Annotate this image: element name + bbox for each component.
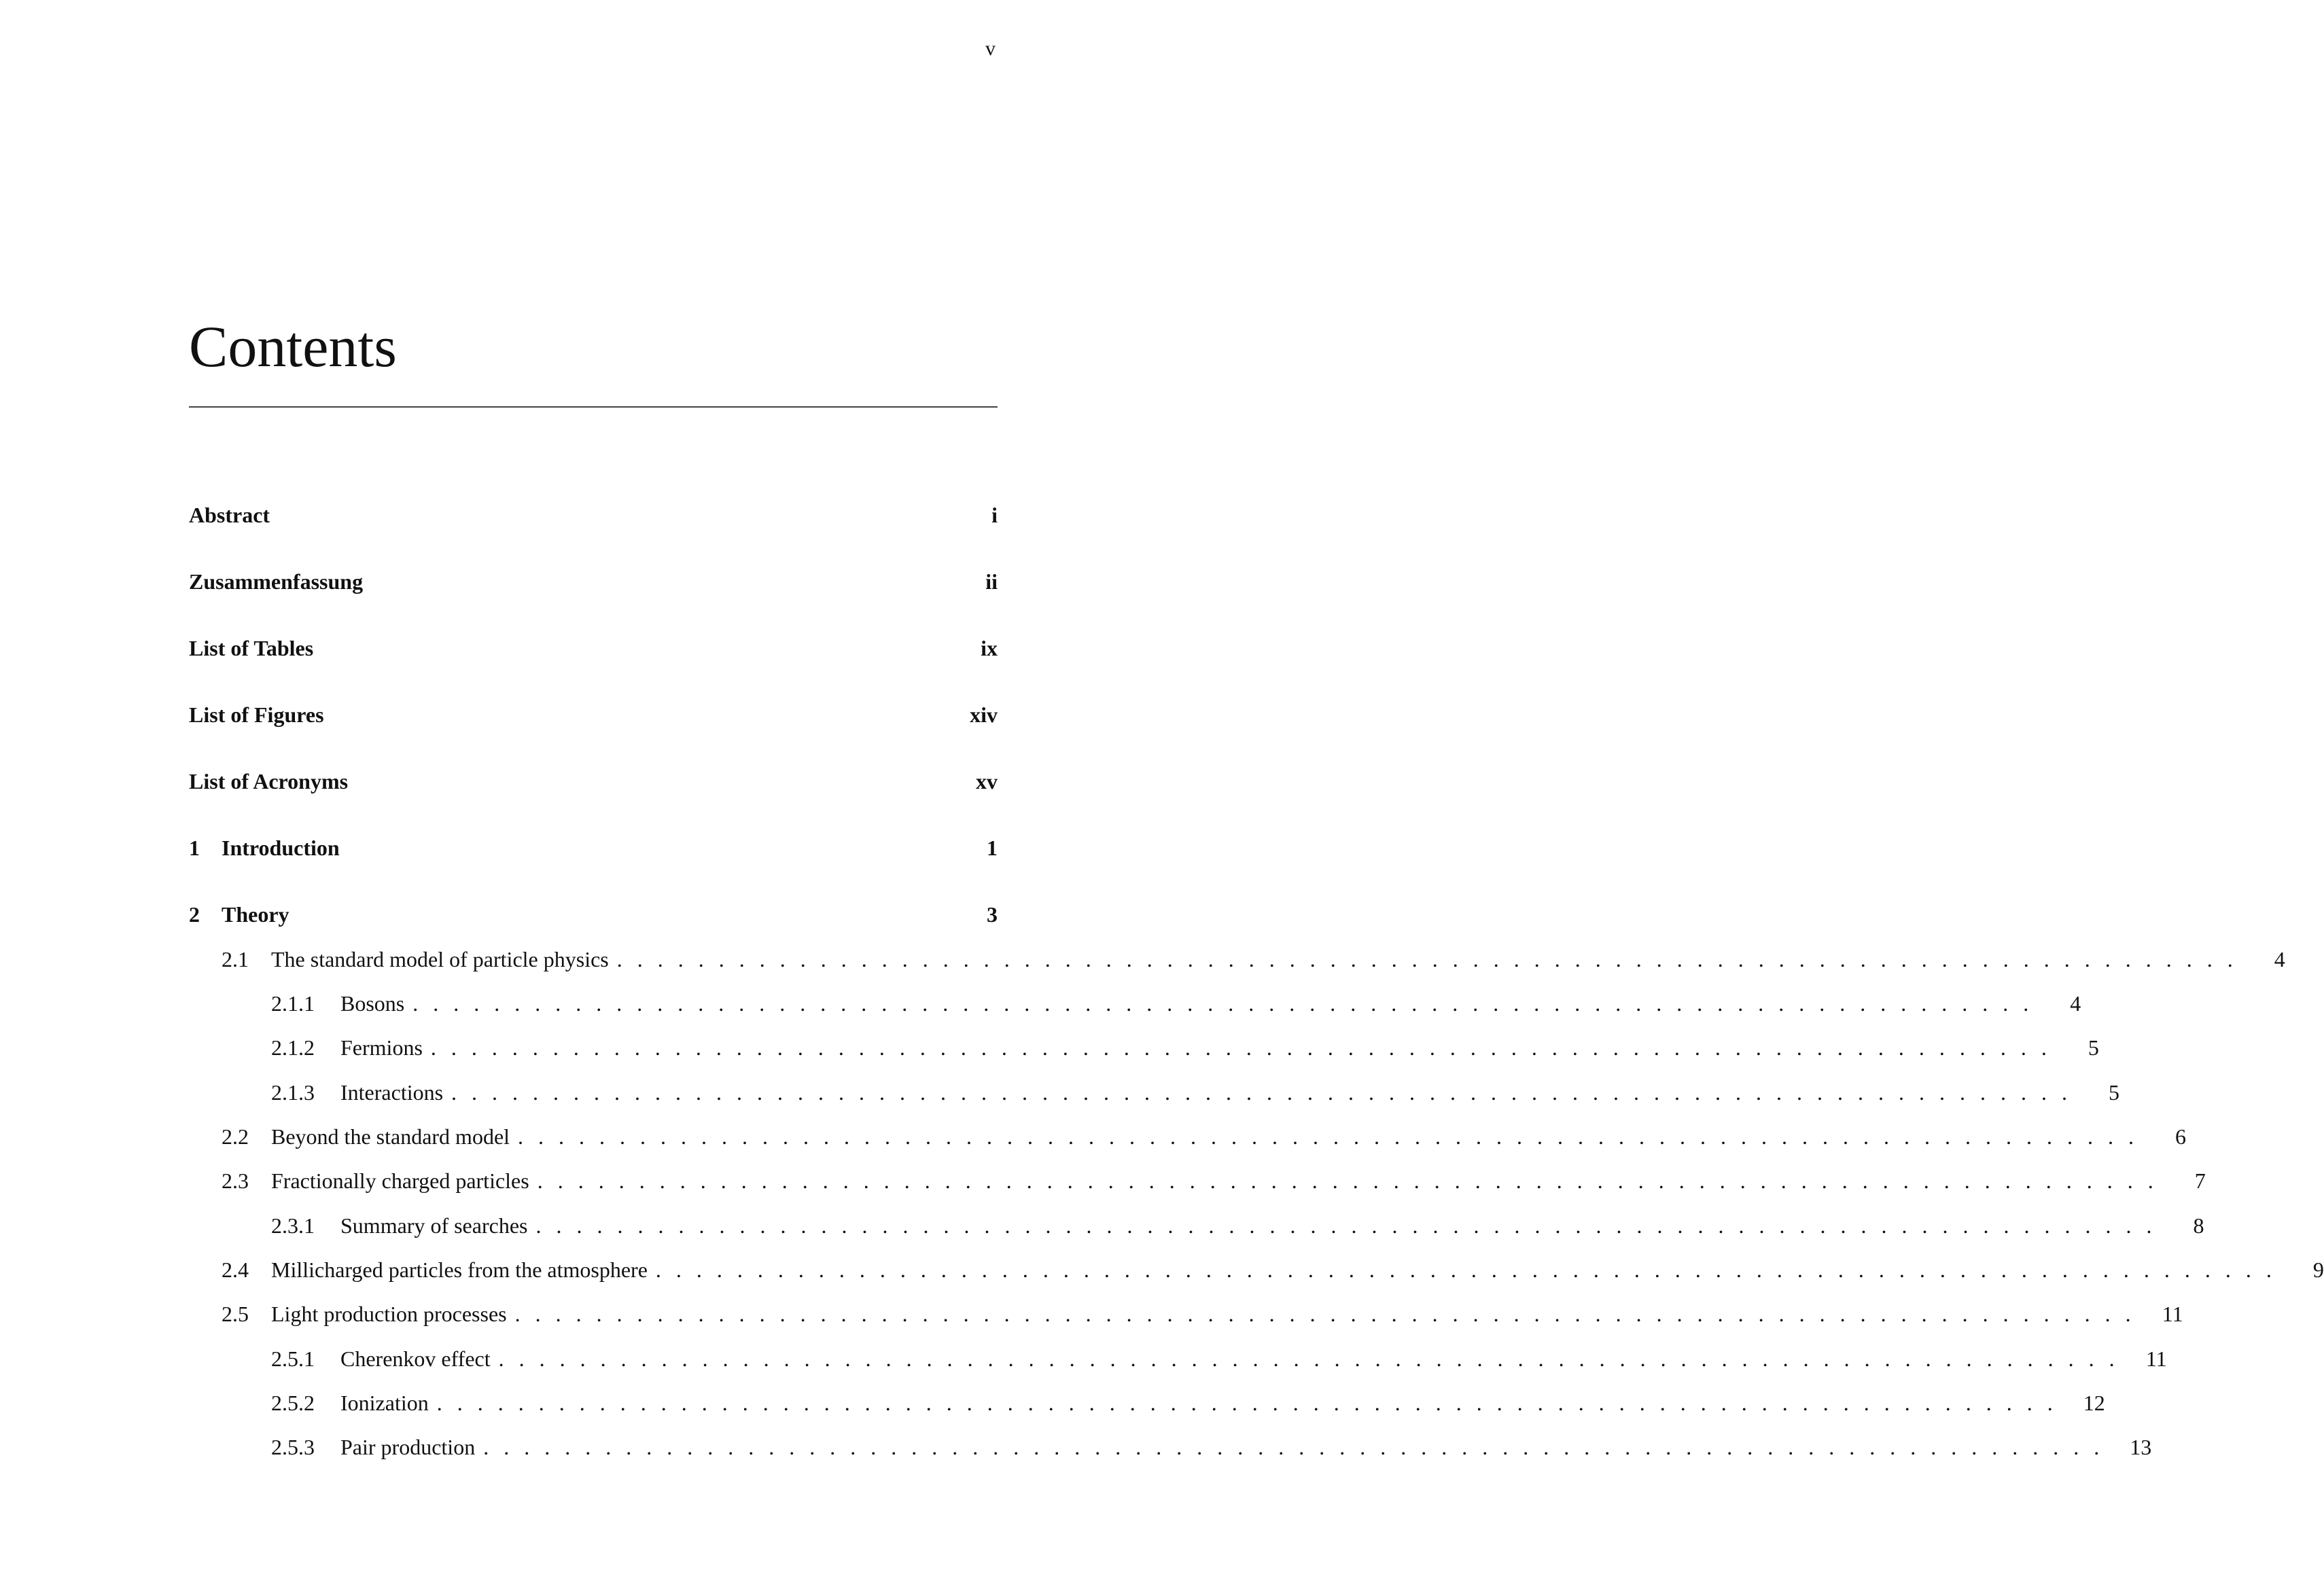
toc-entry-label: Summary of searches xyxy=(340,1213,528,1238)
page-number: v xyxy=(985,37,996,60)
toc-entry-page: ii xyxy=(985,569,998,594)
toc-entry-page: xiv xyxy=(970,702,998,727)
toc-dot-leader: . . . . . . . . . . . . . . . . . . . . . . . . . . . . . . . . . . . . . . . . . . . . . . . . . . . . . . . . . . . . . . . . . . . . . . . . . . . . . . . . xyxy=(514,1302,2136,1326)
toc-dot-leader: . . . . . . . . . . . . . . . . . . . . . . . . . . . . . . . . . . . . . . . . . . . . . . . . . . . . . . . . . . . . . . . . . . . . . . . . . . . . . . . . xyxy=(616,947,2238,971)
toc-entry-number: 2.2 xyxy=(222,1124,249,1149)
toc-entry-page: xv xyxy=(976,769,998,793)
toc-entry[interactable] xyxy=(222,1255,2324,1285)
toc-entry-number: 1 xyxy=(189,836,200,860)
toc-entry-page: 9 xyxy=(2312,1257,2324,1282)
toc-entry-page: 4 xyxy=(2274,947,2285,971)
toc-entry-page: 6 xyxy=(2175,1124,2187,1149)
toc-dot-leader: . . . . . . . . . . . . . . . . . . . . . . . . . . . . . . . . . . . . . . . . . . . . . . . . . . . . . . . . . . . . . . . . . . . . . . . . . . . . . . . . xyxy=(498,1346,2119,1371)
toc-entry[interactable] xyxy=(189,766,998,796)
toc-entry-label: Cherenkov effect xyxy=(340,1346,491,1371)
toc-entry-number: 2 xyxy=(189,902,200,927)
toc-entry[interactable] xyxy=(271,1033,2099,1063)
toc-entry-number: 2.5.2 xyxy=(271,1391,315,1415)
toc-entry[interactable] xyxy=(271,1211,2204,1240)
toc-entry[interactable] xyxy=(189,633,998,663)
toc-entry-label: Pair production xyxy=(340,1435,476,1459)
toc-entry-label: List of Acronyms xyxy=(189,769,349,793)
toc-entry-number: 2.1.3 xyxy=(271,1080,315,1105)
toc-entry-number: 2.3 xyxy=(222,1168,249,1193)
toc-entry-label: Millicharged particles from the atmosphere xyxy=(271,1257,648,1282)
toc-entry[interactable] xyxy=(271,1388,2105,1418)
toc-entry[interactable] xyxy=(271,1344,2167,1374)
toc-entry[interactable] xyxy=(222,1299,2183,1329)
toc-entry-label: The standard model of particle physics xyxy=(271,947,609,971)
toc-dot-leader: . . . . . . . . . . . . . . . . . . . . . . . . . . . . . . . . . . . . . . . . . . . . . . . . . . . . . . . . . . . . . . . . . . . . . . . . . . . . . . . . xyxy=(655,1257,2276,1282)
toc-dot-leader: . . . . . . . . . . . . . . . . . . . . . . . . . . . . . . . . . . . . . . . . . . . . . . . . . . . . . . . . . . . . . . . . . . . . . . . . . . . . . . . . xyxy=(430,1035,2052,1060)
toc-entry[interactable] xyxy=(189,899,998,929)
toc-entry-label: Light production processes xyxy=(271,1302,507,1326)
toc-entry-page: 4 xyxy=(2070,991,2081,1016)
toc-entry-page: 8 xyxy=(2193,1213,2204,1238)
toc-entry[interactable] xyxy=(271,1077,2120,1107)
page-title: Contents xyxy=(189,314,397,379)
toc-entry-number: 2.1 xyxy=(222,947,249,971)
toc-dot-leader: . . . . . . . . . . . . . . . . . . . . . . . . . . . . . . . . . . . . . . . . . . . . . . . . . . . . . . . . . . . . . . . . . . . . . . . . . . . . . . . . xyxy=(537,1168,2158,1193)
toc-dot-leader: . . . . . . . . . . . . . . . . . . . . . . . . . . . . . . . . . . . . . . . . . . . . . . . . . . . . . . . . . . . . . . . . . . . . . . . . . . . . . . . . xyxy=(451,1080,2073,1105)
toc-entry[interactable] xyxy=(271,988,2081,1018)
toc-entry-page: 5 xyxy=(2088,1035,2099,1060)
toc-entry-label: Abstract xyxy=(189,503,270,527)
toc-entry-number: 2.1.2 xyxy=(271,1035,315,1060)
toc-entry[interactable] xyxy=(222,1166,2206,1196)
toc-entry-label: Fermions xyxy=(340,1035,423,1060)
toc-entry-number: 2.4 xyxy=(222,1257,249,1282)
toc-entry-label: Ionization xyxy=(340,1391,429,1415)
toc-entry-page: 5 xyxy=(2109,1080,2120,1105)
toc-entry-page: 12 xyxy=(2083,1391,2105,1415)
toc-entry[interactable] xyxy=(189,500,998,530)
toc-entry[interactable] xyxy=(271,1432,2152,1462)
toc-entry-number: 2.5.1 xyxy=(271,1346,315,1371)
toc-entry-number: 2.3.1 xyxy=(271,1213,315,1238)
toc-dot-leader: . . . . . . . . . . . . . . . . . . . . . . . . . . . . . . . . . . . . . . . . . . . . . . . . . . . . . . . . . . . . . . . . . . . . . . . . . . . . . . . . xyxy=(436,1391,2058,1415)
toc-entry-page: 11 xyxy=(2162,1302,2183,1326)
toc-dot-leader: . . . . . . . . . . . . . . . . . . . . . . . . . . . . . . . . . . . . . . . . . . . . . . . . . . . . . . . . . . . . . . . . . . . . . . . . . . . . . . . . xyxy=(518,1124,2139,1149)
toc-dot-leader: . . . . . . . . . . . . . . . . . . . . . . . . . . . . . . . . . . . . . . . . . . . . . . . . . . . . . . . . . . . . . . . . . . . . . . . . . . . . . . . . xyxy=(412,991,2034,1016)
toc-entry[interactable] xyxy=(189,833,998,863)
toc-entry-number: 2.5.3 xyxy=(271,1435,315,1459)
toc-entry-label: List of Figures xyxy=(189,702,324,727)
toc-entry[interactable] xyxy=(222,944,2285,974)
toc-dot-leader: . . . . . . . . . . . . . . . . . . . . . . . . . . . . . . . . . . . . . . . . . . . . . . . . . . . . . . . . . . . . . . . . . . . . . . . . . . . . . . . . xyxy=(535,1213,2157,1238)
toc-entry[interactable] xyxy=(222,1122,2187,1151)
toc-entry-number: 2.5 xyxy=(222,1302,249,1326)
toc-entry-label: Interactions xyxy=(340,1080,444,1105)
toc-entry-page: i xyxy=(991,503,998,527)
toc-entry-number: 2.1.1 xyxy=(271,991,315,1016)
toc-entry-page: 1 xyxy=(987,836,998,860)
toc-entry-label: Introduction xyxy=(222,836,340,860)
toc-entry-page: ix xyxy=(981,636,998,660)
toc-entry[interactable] xyxy=(189,567,998,596)
toc-entry-label: Fractionally charged particles xyxy=(271,1168,529,1193)
toc-entry-page: 13 xyxy=(2130,1435,2152,1459)
toc-dot-leader: . . . . . . . . . . . . . . . . . . . . . . . . . . . . . . . . . . . . . . . . . . . . . . . . . . . . . . . . . . . . . . . . . . . . . . . . . . . . . . . . xyxy=(483,1435,2105,1459)
toc-entry-label: Theory xyxy=(222,902,289,927)
toc-entry-page: 7 xyxy=(2194,1168,2206,1193)
toc-entry[interactable] xyxy=(189,700,998,730)
title-divider xyxy=(189,406,998,408)
toc-entry-page: 11 xyxy=(2145,1346,2167,1371)
toc-entry-label: Beyond the standard model xyxy=(271,1124,510,1149)
toc-entry-label: Bosons xyxy=(340,991,405,1016)
toc-entry-label: List of Tables xyxy=(189,636,314,660)
toc-entry-label: Zusammenfassung xyxy=(189,569,364,594)
toc-entry-page: 3 xyxy=(987,902,998,927)
